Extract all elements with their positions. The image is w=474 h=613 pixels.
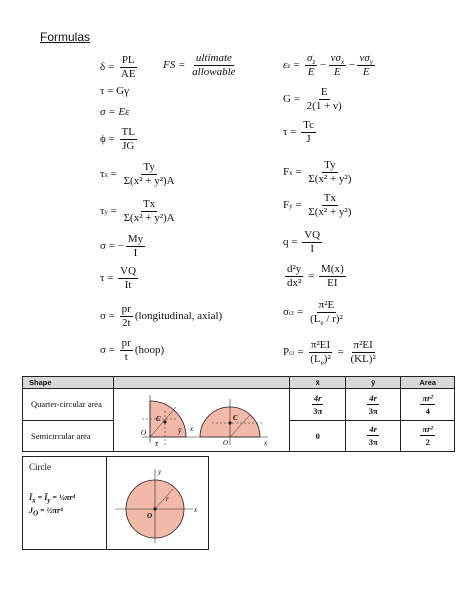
formula-shear-flow: q = $\frac{VQ}{I}$ — [283, 229, 321, 255]
circle-polar-moment: $J_O$ = ½πr⁴ — [29, 506, 63, 518]
semi-ybar: $\frac{4r}{3\pi}$ — [345, 420, 400, 452]
formula-hooke: σ = Eε — [100, 106, 130, 118]
formula-shear-modulus: G = $\frac{E}{2(1 + \nu)}$ — [283, 86, 342, 112]
row-name-semicircle: Semicircular area — [23, 420, 114, 452]
formula-hoop-stress: σ = $\frac{pr}{t}$ (hoop) — [100, 337, 165, 363]
formula-longitudinal-stress: σ = $\frac{pr}{2t}$ (longitudinal, axial) — [100, 303, 223, 329]
semi-origin-label: O — [223, 439, 229, 447]
formula-axial-deformation: δ = $\frac{PL}{AE}$ — [100, 54, 136, 80]
header-xbar: x̄ — [290, 377, 345, 389]
semi-centroid-label: C — [233, 414, 239, 422]
formula-angle-of-twist: ϕ = $\frac{TL}{JG}$ — [100, 126, 135, 152]
quarter-origin-label: O — [141, 429, 147, 437]
formula-tau-y: τ y = $\frac{Tx}{\text{Σ(x² + y²)A}}$ — [100, 198, 175, 224]
quarter-ybar: $\frac{4r}{3\pi}$ — [345, 389, 400, 421]
quarter-area: $\frac{\text{πr²}}{4}$ — [401, 389, 455, 421]
semi-xbar: 0 — [290, 420, 345, 452]
circle-diagram — [105, 457, 208, 549]
formula-torsion-stress: τ = $\frac{Tc}{J}$ — [283, 119, 314, 145]
circle-figure — [105, 456, 209, 550]
quarter-centroid-label: C — [156, 415, 162, 423]
header-shape: Shape — [23, 377, 114, 389]
formula-force-y: F y = $\frac{Tx}{\text{Σ(x² + y²)}}$ — [283, 192, 352, 218]
quarter-xbar-label: x̄ — [155, 440, 159, 448]
semi-area: $\frac{\text{πr²}}{2}$ — [401, 420, 455, 452]
formula-shear-stress-vq: τ = $\frac{VQ}{It}$ — [100, 265, 137, 291]
circle-properties-box — [22, 456, 107, 550]
formula-bending-stress: σ = − $\frac{My}{I}$ — [100, 233, 144, 259]
semi-x-label: x — [264, 439, 268, 447]
shape-figures — [114, 389, 290, 452]
formula-critical-stress: σ cr = $\frac{\text{π²E}}{(L_e / r)^2}$ — [283, 299, 343, 328]
page-title: Formulas — [40, 30, 91, 44]
header-ybar: ȳ — [345, 377, 400, 389]
centroid-table — [22, 376, 455, 452]
formula-tau-x: τ x = $\frac{Ty}{\text{Σ(x² + y²)A}}$ — [100, 161, 175, 187]
circle-x-label: x — [194, 506, 198, 514]
formula-force-x: F x = $\frac{Ty}{\text{Σ(x² + y²)}}$ — [283, 159, 352, 185]
circle-title: Circle — [29, 462, 51, 472]
quarter-ybar-label: ȳ — [178, 427, 182, 435]
formula-elastic-curve: $\frac{\text{d²y}}{\text{dx²}}$ = $\frac{M(x)}{EI}$ — [287, 263, 344, 289]
circle-moment-of-inertia: $Ī_x$ = $Ī_y$ = ¼πr⁴ — [29, 493, 76, 505]
circle-center-dot — [153, 507, 156, 510]
quarter-xbar: $\frac{4r}{3\pi}$ — [290, 389, 345, 421]
formula-factor-of-safety: FS = $\frac{\text{ultimate}}{\text{allowable}}$ — [163, 52, 236, 78]
table-row — [23, 389, 455, 421]
quarter-centroid-dot — [164, 420, 167, 423]
quarter-and-semicircle-diagram — [114, 389, 289, 449]
formula-generalized-hooke: ε z = $\frac{\sigma_z}{E}$ − $\frac{\nu\sigma_x}{E}$ − $\frac{\nu\sigma_y}{E}$ — [283, 52, 373, 78]
row-name-quarter-circle: Quarter-circular area — [23, 389, 114, 421]
circle-r-label: r — [166, 495, 169, 503]
circle-origin-label: O — [147, 512, 153, 520]
formula-critical-load: P cr = $\frac{\text{π²EI}}{(L_e)^2}$ = $\frac{\text{π²EI}}{\text{(KL)²}}$ — [283, 339, 376, 368]
semi-centroid-dot — [229, 421, 232, 424]
quarter-x-label: x — [190, 425, 194, 433]
header-area: Area — [401, 377, 455, 389]
circle-y-label: y — [158, 468, 162, 476]
formula-shear-strain: τ = Gγ — [100, 85, 129, 97]
